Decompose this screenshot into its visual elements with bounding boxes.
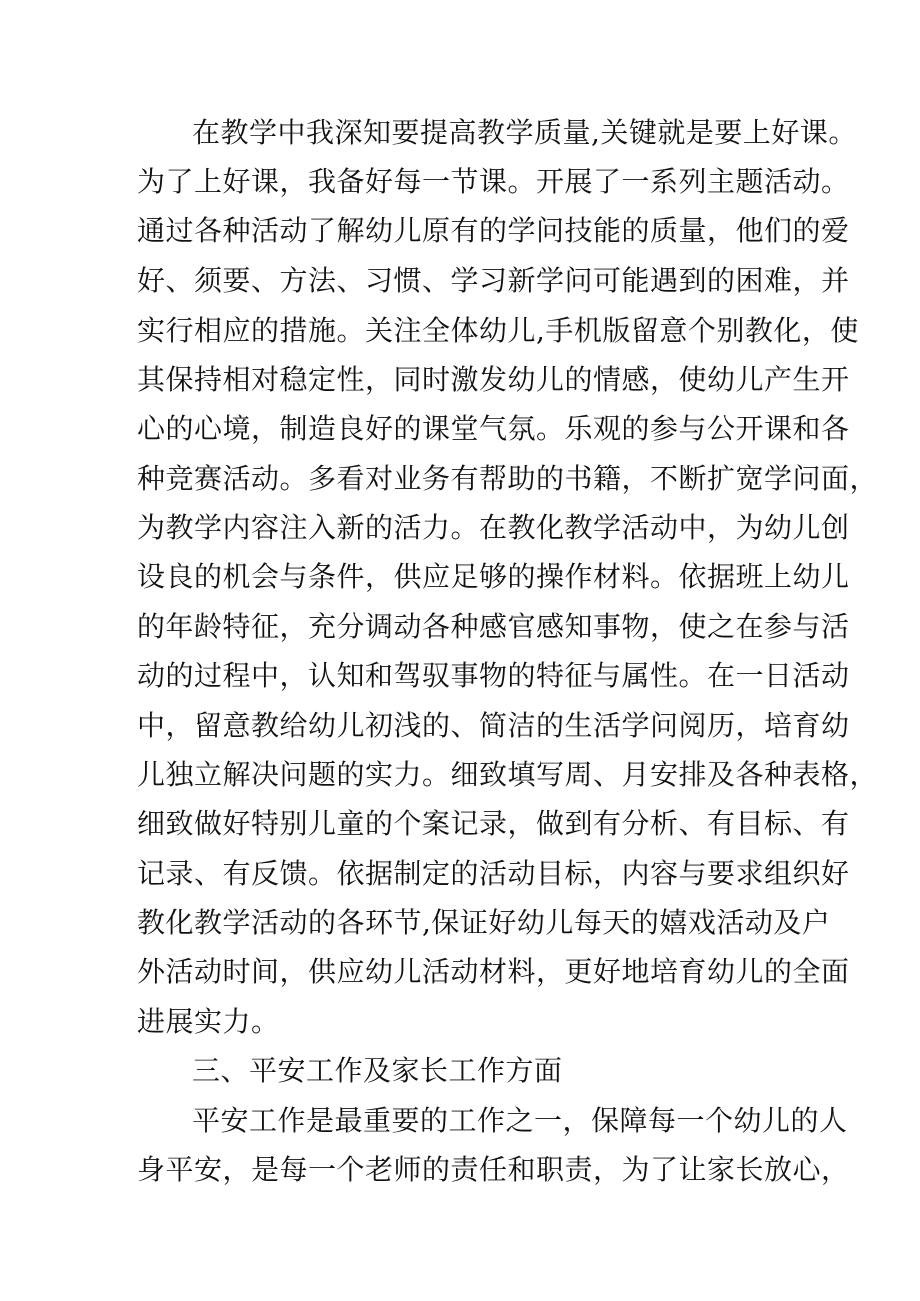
paragraph-line: 实行相应的措施。关注全体幼儿,手机版留意个别教化，使 bbox=[137, 314, 859, 347]
paragraph-line: 平安工作是最重要的工作之一，保障每一个幼儿的人 bbox=[192, 1104, 848, 1137]
paragraph-line: 其保持相对稳定性，同时激发幼儿的情感，使幼儿产生开 bbox=[137, 363, 850, 396]
paragraph-line: 细致做好特别儿童的个案记录，做到有分析、有目标、有 bbox=[137, 807, 850, 840]
section-heading: 三、平安工作及家长工作方面 bbox=[192, 1054, 563, 1087]
paragraph-line: 种竞赛活动。多看对业务有帮助的书籍，不断扩宽学问面， bbox=[137, 462, 879, 495]
paragraph-line: 教化教学活动的各环节,保证好幼儿每天的嬉戏活动及户 bbox=[137, 906, 831, 939]
paragraph-line: 身平安，是每一个老师的责任和职责，为了让家长放心， bbox=[137, 1153, 850, 1186]
paragraph-line: 为了上好课，我备好每一节课。开展了一系列主题活动。 bbox=[137, 165, 850, 198]
paragraph-line: 好、须要、方法、习惯、学习新学问可能遇到的困难，并 bbox=[137, 264, 850, 297]
paragraph-line: 在教学中我深知要提高教学质量,关键就是要上好课。 bbox=[192, 116, 857, 149]
paragraph-line: 的年龄特征，充分调动各种感官感知事物，使之在参与活 bbox=[137, 610, 850, 643]
paragraph-line: 进展实力。 bbox=[137, 1005, 280, 1038]
paragraph-line: 儿独立解决问题的实力。细致填写周、月安排及各种表格， bbox=[137, 758, 879, 791]
paragraph-line: 设良的机会与条件，供应足够的操作材料。依据班上幼儿 bbox=[137, 560, 850, 593]
paragraph-line: 通过各种活动了解幼儿原有的学问技能的质量，他们的爱 bbox=[137, 214, 850, 247]
paragraph-line: 动的过程中，认知和驾驭事物的特征与属性。在一日活动 bbox=[137, 659, 850, 692]
paragraph-line: 中，留意教给幼儿初浅的、简洁的生活学问阅历，培育幼 bbox=[137, 709, 850, 742]
paragraph-line: 为教学内容注入新的活力。在教化教学活动中，为幼儿创 bbox=[137, 511, 850, 544]
paragraph-line: 外活动时间，供应幼儿活动材料，更好地培育幼儿的全面 bbox=[137, 955, 850, 988]
paragraph-line: 记录、有反馈。依据制定的活动目标，内容与要求组织好 bbox=[137, 857, 850, 890]
paragraph-line: 心的心境，制造良好的课堂气氛。乐观的参与公开课和各 bbox=[137, 412, 850, 445]
